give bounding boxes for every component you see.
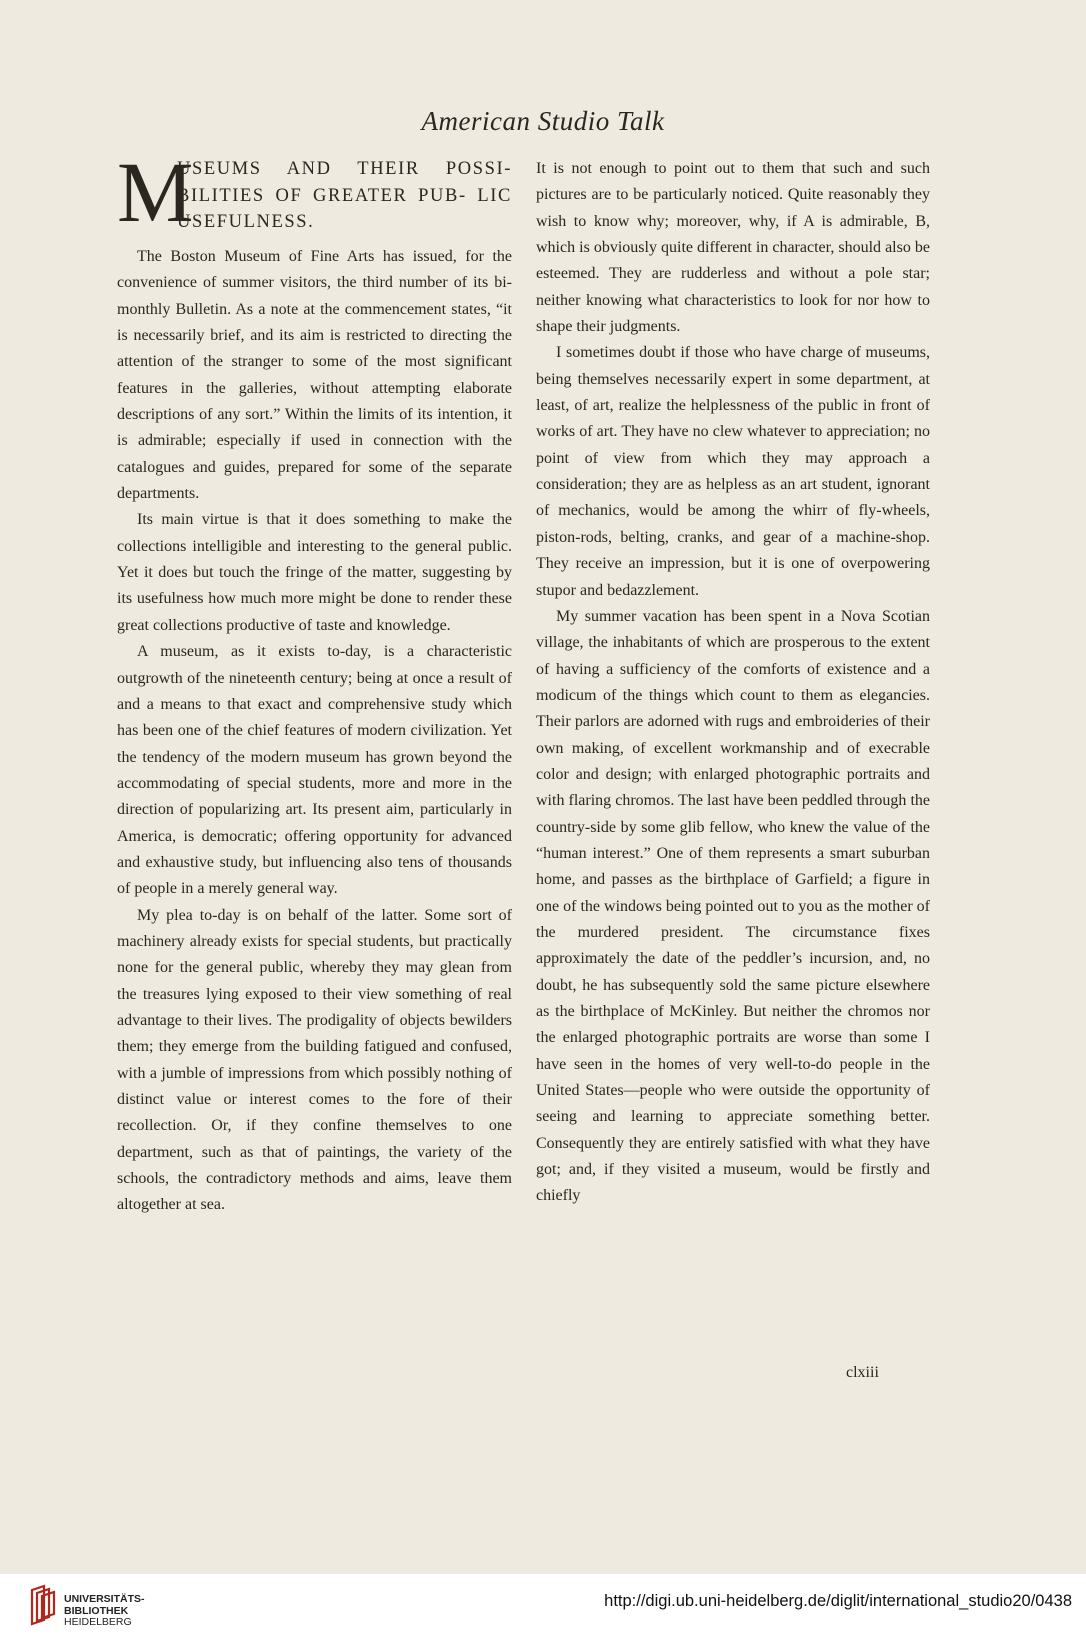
library-logo-text — [64, 1594, 145, 1629]
paragraph-continued: It is not enough to point out to them that such and such pictures are to be particularly noticed. Quite reasonably they wish to know why; moreover, why, if A is admirable, B, which is obviously quite different in character, should also be esteemed. They are rudderless and without a pole star; neither knowing what characteristics to look for nor how to shape their judgments. — [536, 160, 930, 336]
paragraph: The Boston Museum of Fine Arts has issued, for the convenience of summer visitors, the third number of its bi-monthly Bulletin. As a note at the commencement states, “it is necessarily brief, and its aim is restricted to directing the attention of the stranger to some of the most significant features in the galleries, without attempting elaborate descriptions of any sort.” Within the limits of its intention, it is admirable; especially if used in connection with the catalogues and guides, prepared for some of the separate departments. — [117, 248, 512, 503]
paragraph: A museum, as it exists to-day, is a characteristic outgrowth of the nineteenth century; being at once a result of and a means to that exact and comprehensive study which has been one of the chief features of modern civilization. Yet the tendency of the modern museum has grown beyond the accommodating of special students, more and more in the direction of popularizing art. Its present aim, particularly in America, is democratic; offering opportunity for advanced and exhaustive study, but influencing also tens of thousands of people in a merely general way. — [117, 643, 512, 898]
paragraph: My plea to-day is on behalf of the latter. Some sort of machinery already exists for special students, but practically none for the general public, whereby they may glean from the treasures lying exposed to their view something of real advantage to their lives. The prodigality of objects bewilders them; they emerge from the building fatigued and confused, with a jumble of impressions from which possibly nothing of distinct value or interest comes to the fore of their recollection. Or, if they confine themselves to one department, such as that of paintings, the variety of the schools, the contradictory methods and aims, leave them altogether at sea. — [117, 906, 512, 1214]
running-head: American Studio Talk — [421, 106, 665, 136]
heading-text: USEUMS AND THEIR POSSI- BILITIES OF GREATER PUB- LIC USEFULNESS. — [177, 159, 512, 232]
drop-cap: M — [117, 144, 194, 240]
page-number: clxiii — [846, 1364, 879, 1381]
logo-line: BIBLIOTHEK — [64, 1604, 129, 1617]
paragraph: Its main virtue is that it does something to make the collections intelligible and interesting to the general public. Yet it does but touch the fringe of the matter, suggesting by its usefulness how much more might be done to render these great collections productive of taste and knowledge. — [117, 511, 512, 634]
logo-line: HEIDELBERG — [64, 1616, 132, 1628]
paragraph: My summer vacation has been spent in a Nova Scotian village, the inhabitants of which are prosperous to the extent of having a sufficiency of the comforts of existence and a modicum of the things which count to them as elegancies. Their parlors are adorned with rugs and embroideries of their own making, of excellent workmanship and of execrable color and design; with enlarged photographic portraits and with flaring chromos. The last have been peddled through the country-side by some glib fellow, who knew the value of the “human interest.” One of them represents a smart suburban home, and passes as the birthplace of Garfield; a figure in one of the windows being pointed out to you as the mother of the murdered president. The circumstance fixes approximately the date of the peddler’s incursion, and, no doubt, he has subsequently sold the same picture elsewhere as the birthplace of McKinley. But neither the chromos nor the enlarged photographic portraits are worse than some I have seen in the homes of very well-to-do people in the United States—people who were outside the opportunity of seeing and learning to appreciate something better. Consequently they are entirely satisfied with what they have got; and, if they visited a museum, would be firstly and chiefly — [536, 607, 930, 1205]
library-logo-icon — [28, 1584, 58, 1626]
source-url-link[interactable]: http://digi.ub.uni-heidelberg.de/diglit/international_studio20/0438 — [604, 1592, 1072, 1610]
logo-line: UNIVERSITÄTS- — [64, 1593, 145, 1605]
article-heading — [117, 144, 512, 244]
right-column — [536, 156, 930, 1210]
paragraph: I sometimes doubt if those who have charge of museums, being themselves necessarily expert in some department, at least, of art, realize the helplessness of the public in front of works of art. They have no clew whatever to appreciation; no point of view from which they may approach a consideration; they are as helpless as an art student, ignorant of mechanics, would be among the whirr of fly-wheels, piston-rods, belting, cranks, and gear of a machine-shop. They receive an impression, but it is one of overpowering stupor and bedazzlement. — [536, 344, 930, 599]
footer-bar — [0, 1574, 1086, 1652]
left-column — [117, 144, 512, 1219]
